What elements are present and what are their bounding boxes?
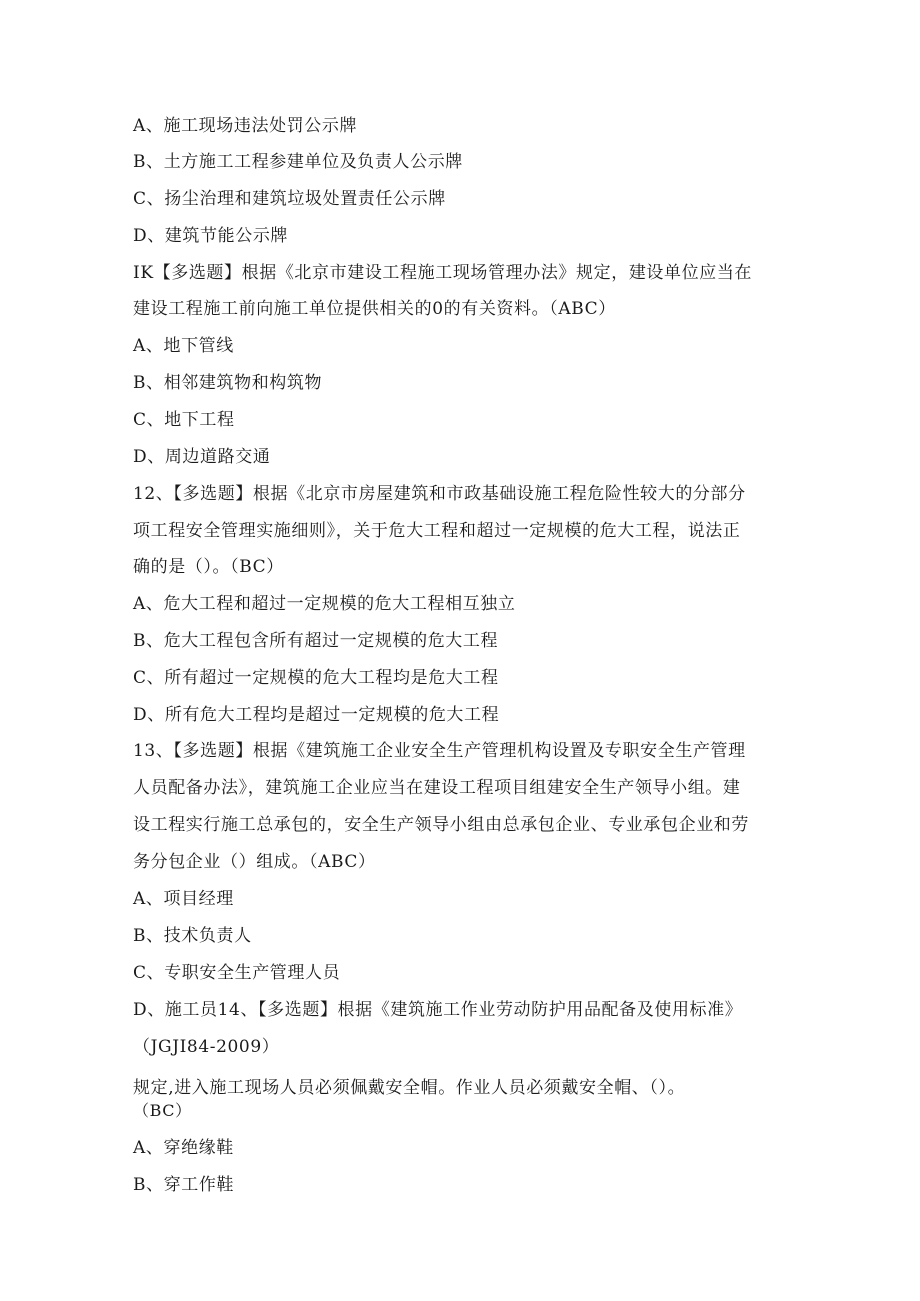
option-line: C、地下工程	[133, 410, 235, 430]
question-line: D、施工员14、【多选题】根据《建筑施工作业劳动防护用品配备及使用标准》	[133, 1000, 743, 1020]
question-line: 规定,进入施工现场人员必须佩戴安全帽。作业人员必须戴安全帽、（）。	[133, 1078, 686, 1098]
question-line: 确的是（）。（BC）	[133, 557, 284, 577]
answer-line: （BC）	[133, 1101, 192, 1120]
question-line: 设工程实行施工总承包的，安全生产领导小组由总承包企业、专业承包企业和劳	[133, 815, 749, 835]
question-line: IK【多选题】根据《北京市建设工程施工现场管理办法》规定，建设单位应当在	[133, 263, 753, 283]
option-line: D、建筑节能公示牌	[133, 226, 289, 246]
question-line: （JGJI84-2009）	[133, 1037, 280, 1057]
option-line: D、周边道路交通	[133, 447, 271, 467]
question-line: 建设工程施工前向施工单位提供相关的0的有关资料。（ABC）	[133, 299, 616, 319]
question-line: 人员配备办法》，建筑施工企业应当在建设工程项目组建安全生产领导小组。建	[133, 778, 741, 798]
option-line: C、专职安全生产管理人员	[133, 963, 341, 983]
question-line: 务分包企业（）组成。（ABC）	[133, 852, 376, 872]
option-line: C、扬尘治理和建筑垃圾处置责任公示牌	[133, 189, 446, 209]
option-line: B、危大工程包含所有超过一定规模的危大工程	[133, 631, 499, 651]
option-line: A、危大工程和超过一定规模的危大工程相互独立	[133, 594, 516, 614]
option-line: B、相邻建筑物和构筑物	[133, 373, 323, 393]
question-line: 13、【多选题】根据《建筑施工企业安全生产管理机构设置及专职安全生产管理	[133, 741, 746, 761]
option-line: B、土方施工工程参建单位及负责人公示牌	[133, 152, 463, 172]
option-line: B、技术负责人	[133, 926, 252, 946]
option-line: C、所有超过一定规模的危大工程均是危大工程	[133, 668, 499, 688]
option-line: A、施工现场违法处罚公示牌	[133, 116, 358, 136]
option-line: A、项目经理	[133, 889, 234, 909]
option-line: A、穿绝缘鞋	[133, 1138, 234, 1158]
option-line: D、所有危大工程均是超过一定规模的危大工程	[133, 705, 500, 725]
option-line: A、地下管线	[133, 336, 234, 356]
question-line: 12、【多选题】根据《北京市房屋建筑和市政基础设施工程危险性较大的分部分	[133, 484, 746, 504]
option-line: B、穿工作鞋	[133, 1175, 235, 1195]
question-line: 项工程安全管理实施细则》，关于危大工程和超过一定规模的危大工程，说法正	[133, 521, 741, 541]
